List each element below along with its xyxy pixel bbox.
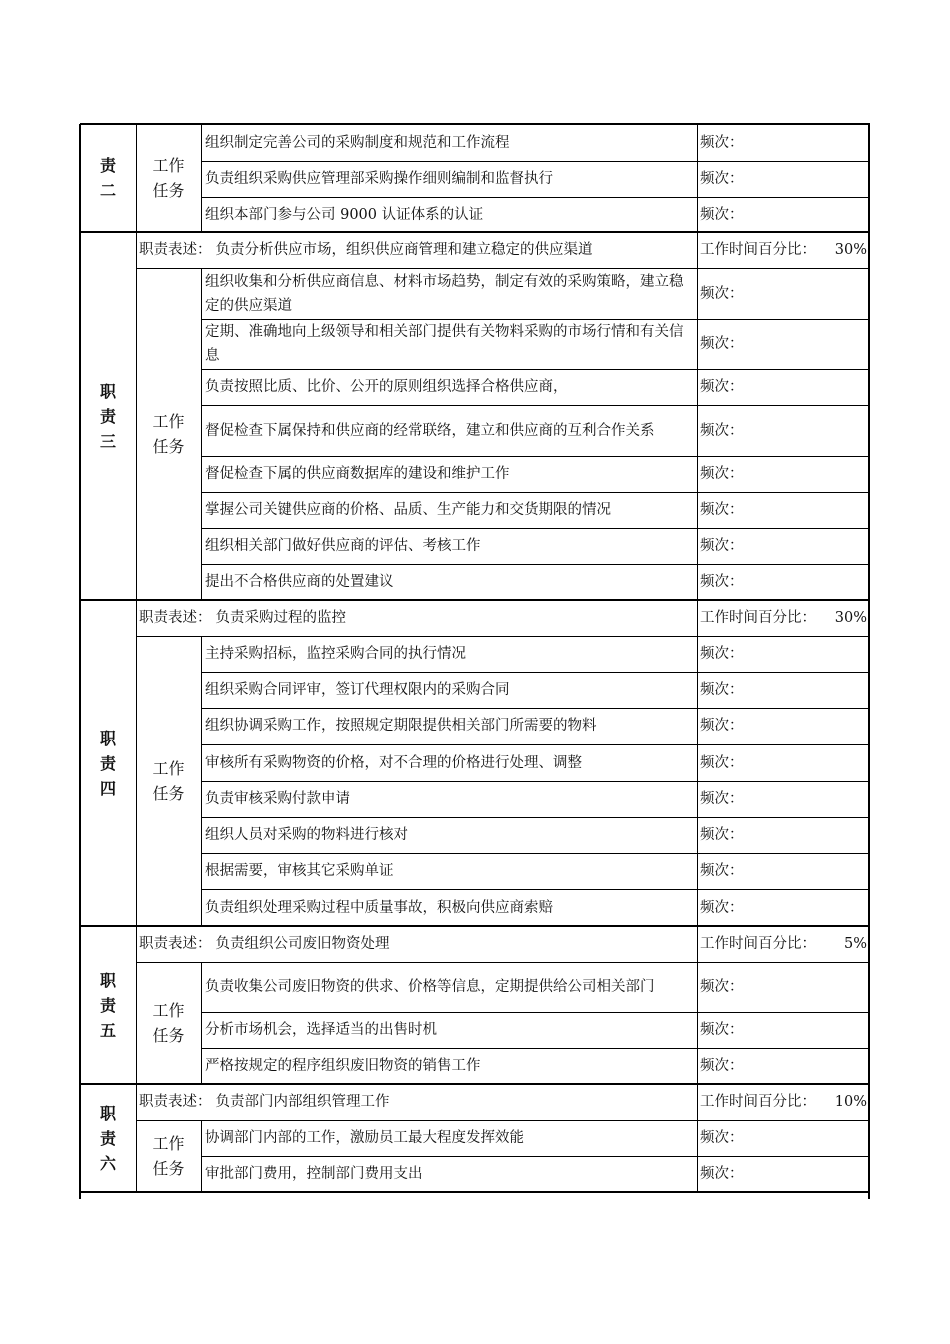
task-item: 严格按规定的程序组织废旧物资的销售工作	[205, 1058, 481, 1074]
statement-text: 负责组织公司废旧物资处理	[215, 936, 390, 952]
frequency-field: 频次：	[700, 718, 744, 734]
frequency-field: 频次：	[700, 206, 744, 223]
frequency-field: 频次：	[700, 538, 744, 554]
time-pct-value: 30%	[834, 610, 867, 626]
statement-prefix: 职责表述：	[139, 242, 212, 258]
task-item: 负责收集公司废旧物资的供求、价格等信息，定期提供给公司相关部门	[205, 979, 655, 995]
frequency-field: 频次：	[700, 171, 744, 187]
work-task-label: 工作 任务	[152, 1134, 185, 1178]
time-percentage	[697, 1084, 869, 1120]
task-item: 组织收集和分析供应商信息、材料市场趋势，制定有效的采购策略，建立稳定的供应渠道	[205, 273, 684, 314]
frequency-field: 频次：	[700, 863, 744, 879]
frequency-field: 频次：	[700, 1130, 744, 1146]
statement-text: 负责采购过程的监控	[215, 610, 346, 626]
task-item: 组织协调采购工作，按照规定期限提供相关部门所需要的物料	[205, 718, 597, 734]
task-item: 审批部门费用，控制部门费用支出	[205, 1166, 423, 1182]
task-item: 分析市场机会，选择适当的出售时机	[205, 1022, 437, 1038]
time-percentage	[697, 600, 869, 636]
time-pct-value: 5%	[843, 936, 867, 952]
task-item: 根据需要，审核其它采购单证	[205, 863, 394, 879]
task-item: 负责按照比质、比价、公开的原则组织选择合格供应商，	[205, 379, 568, 395]
frequency-field: 频次：	[700, 422, 744, 439]
frequency-field: 频次：	[700, 1166, 744, 1182]
task-item: 定期、准确地向上级领导和相关部门提供有关物料采购的市场行情和有关信息	[205, 324, 684, 364]
frequency-field: 频次：	[700, 466, 744, 482]
frequency-field: 频次：	[700, 1058, 744, 1074]
job-duties-table	[80, 124, 870, 1198]
time-pct-label: 工作时间百分比：	[700, 1094, 816, 1110]
task-item: 负责组织处理采购过程中质量事故，积极向供应商索赔	[205, 899, 553, 916]
duty-title: 职 责 六	[99, 1103, 116, 1173]
frequency-field: 频次：	[700, 682, 744, 698]
task-item: 组织制定完善公司的采购制度和规范和工作流程	[205, 134, 510, 151]
time-pct-label: 工作时间百分比：	[700, 936, 816, 952]
statement-text: 负责分析供应市场，组织供应商管理和建立稳定的供应渠道	[215, 242, 593, 258]
time-pct-value: 30%	[834, 242, 867, 258]
statement-text: 负责部门内部组织管理工作	[215, 1094, 390, 1110]
v-rule	[697, 232, 698, 269]
duty-statement	[136, 926, 697, 962]
task-item: 督促检查下属保持和供应商的经常联络，建立和供应商的互利合作关系	[205, 422, 655, 439]
statement-prefix: 职责表述：	[139, 1094, 212, 1110]
duty-title: 职 责 四	[99, 728, 116, 798]
frequency-field: 频次：	[700, 1022, 744, 1038]
duty-title: 责 二	[99, 156, 116, 200]
duty-statement	[136, 600, 697, 636]
frequency-field: 频次：	[700, 379, 744, 395]
time-percentage	[697, 232, 869, 268]
work-task-label: 工作 任务	[152, 412, 185, 456]
v-rule	[697, 600, 698, 637]
frequency-field: 频次：	[700, 754, 744, 771]
work-task-label: 工作 任务	[152, 759, 185, 803]
frequency-field: 频次：	[700, 791, 744, 807]
v-rule	[697, 926, 698, 963]
frequency-field: 频次：	[700, 285, 744, 302]
duty-title: 职 责 三	[99, 381, 116, 451]
task-item: 组织人员对采购的物料进行核对	[205, 827, 408, 843]
duty-statement	[136, 1084, 697, 1120]
frequency-field: 频次：	[700, 827, 744, 843]
time-pct-label: 工作时间百分比：	[700, 242, 816, 258]
frequency-field: 频次：	[700, 502, 744, 518]
task-item: 组织采购合同评审，签订代理权限内的采购合同	[205, 682, 510, 698]
frequency-field: 频次：	[700, 979, 744, 995]
time-percentage	[697, 926, 869, 962]
duty-statement	[136, 232, 697, 268]
frequency-field: 频次：	[700, 899, 744, 916]
time-pct-value: 10%	[834, 1094, 867, 1110]
task-item: 组织本部门参与公司 9000 认证体系的认证	[205, 206, 484, 223]
work-task-label: 工作 任务	[152, 156, 185, 200]
task-item: 协调部门内部的工作，激励员工最大程度发挥效能	[205, 1130, 524, 1146]
task-item: 负责组织采购供应管理部采购操作细则编制和监督执行	[205, 171, 553, 187]
duty-title: 职 责 五	[99, 970, 116, 1040]
task-item: 审核所有采购物资的价格，对不合理的价格进行处理、调整	[205, 754, 582, 771]
v-rule	[697, 1084, 698, 1121]
work-task-label: 工作 任务	[152, 1001, 185, 1045]
frequency-field: 频次：	[700, 574, 744, 590]
task-item: 负责审核采购付款申请	[205, 791, 350, 807]
task-item: 提出不合格供应商的处置建议	[205, 574, 394, 590]
time-pct-label: 工作时间百分比：	[700, 610, 816, 626]
h-rule	[80, 1191, 870, 1193]
frequency-field: 频次：	[700, 646, 744, 662]
statement-prefix: 职责表述：	[139, 936, 212, 952]
task-item: 督促检查下属的供应商数据库的建设和维护工作	[205, 466, 510, 482]
frequency-field: 频次：	[700, 134, 744, 151]
frequency-field: 频次：	[700, 336, 744, 352]
task-item: 组织相关部门做好供应商的评估、考核工作	[205, 538, 481, 554]
task-item: 主持采购招标，监控采购合同的执行情况	[205, 646, 466, 662]
statement-prefix: 职责表述：	[139, 610, 212, 626]
task-item: 掌握公司关键供应商的价格、品质、生产能力和交货期限的情况	[205, 502, 611, 518]
